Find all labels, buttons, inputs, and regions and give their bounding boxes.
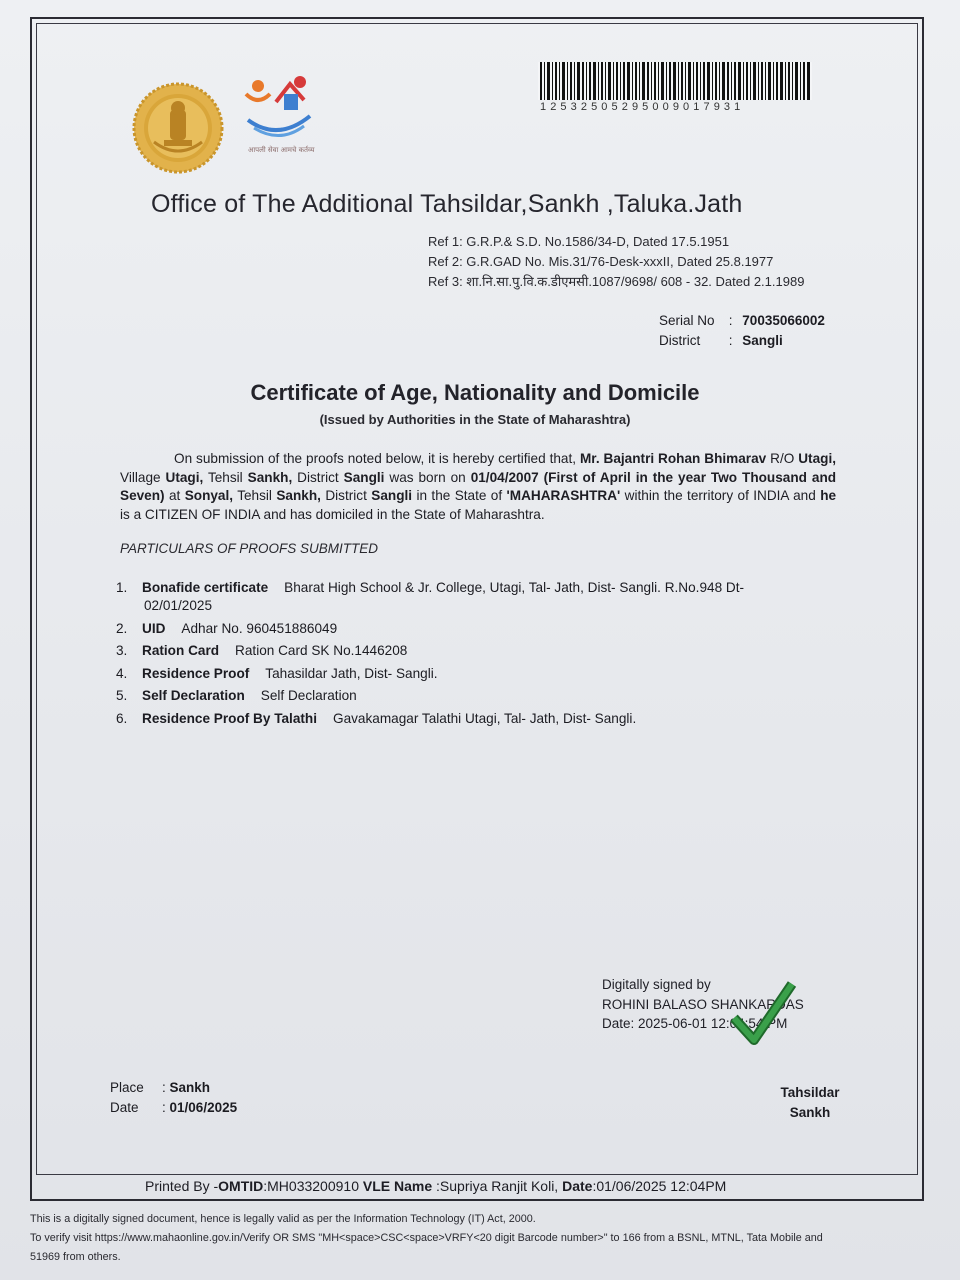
body-text: Tehsil <box>207 469 243 485</box>
body-text: is a CITIZEN OF INDIA and has domiciled in the State of Maharashtra. <box>120 506 545 522</box>
serial-label: Serial No <box>659 313 715 328</box>
place-value: Sankh <box>169 1080 211 1095</box>
serial-value: 70035066002 <box>742 313 825 328</box>
date-of-birth: 01/04/2007 (First of April in the year Two Thousand and Seven) <box>120 469 837 503</box>
signature-line-1: Digitally signed by <box>602 977 711 992</box>
barcode-icon <box>538 62 812 100</box>
place-sep: : <box>162 1080 166 1095</box>
vle-value: :Supriya Ranjit Koli, <box>436 1178 559 1194</box>
proof-number: 3. <box>116 643 128 658</box>
proof-value: Bharat High School & Jr. College, Utagi, Tal- Jath, Dist- Sangli. R.No.948 Dt- <box>284 580 745 595</box>
proof-value: Ration Card SK No.1446208 <box>235 643 408 658</box>
certificate-subtitle: (Issued by Authorities in the State of Maharashtra) <box>319 412 631 427</box>
proof-label: UID <box>142 620 166 636</box>
verified-check-icon <box>728 978 798 1048</box>
ref-2: Ref 2: G.R.GAD No. Mis.31/76-Desk-xxxII, Dated 25.8.1977 <box>428 254 774 269</box>
printed-date-label: Date <box>562 1178 593 1194</box>
vle-label: VLE Name <box>362 1178 433 1194</box>
place-label: Place <box>110 1080 144 1095</box>
proof-number: 4. <box>116 665 128 681</box>
proof-value: Adhar No. 960451886049 <box>181 620 338 636</box>
signer-name: ROHINI BALASO SHANKARDAS <box>602 996 804 1012</box>
body-text: Tehsil <box>237 488 272 503</box>
body-text: at <box>168 488 181 503</box>
place-field <box>110 1078 237 1098</box>
references <box>428 232 804 292</box>
footer-notes <box>30 1210 930 1267</box>
body-text: in the State of <box>416 488 503 503</box>
footer-line-3: 51969 from others. <box>30 1251 121 1263</box>
ref-3: Ref 3: शा.नि.सा.पु.वि.क.डीएमसी.1087/9698/ 608 - 32. Dated 2.1.1989 <box>428 274 805 289</box>
footer-line-1: This is a digitally signed document, hence is legally valid as per the Information Technology (IT) Act, 2000. <box>30 1213 536 1225</box>
authority-title: Tahsildar <box>780 1085 840 1100</box>
district-value: Sangli <box>742 333 783 348</box>
date-value: 01/06/2025 <box>169 1100 238 1115</box>
omtid-value: :MH033200910 <box>263 1178 359 1194</box>
proof-number: 1. <box>116 580 128 595</box>
body-text: On submission of the proofs noted below, it is hereby certified that, <box>174 451 577 466</box>
proof-value: Tahasildar Jath, Dist- Sangli. <box>265 665 438 681</box>
serial-sep: : <box>728 313 733 328</box>
omtid-label: OMTID <box>218 1178 264 1194</box>
birth-district: Sangli <box>371 488 413 503</box>
proof-label: Residence Proof By Talathi <box>142 710 317 726</box>
date-label: Date <box>110 1100 139 1115</box>
district-label: District <box>659 333 701 348</box>
proof-value-continued: 02/01/2025 <box>144 598 213 613</box>
district-sep: : <box>728 333 733 348</box>
body-text: Village <box>120 469 161 485</box>
pronoun: he <box>820 488 837 503</box>
printed-by-line <box>145 1178 726 1194</box>
authority-block <box>762 1083 858 1123</box>
resident-of: Utagi, <box>798 451 836 466</box>
body-text: R/O <box>770 451 795 466</box>
certification-paragraph <box>120 450 836 524</box>
proof-number: 2. <box>116 620 128 636</box>
proofs-list <box>116 579 816 732</box>
certificate-title: Certificate of Age, Nationality and Domicile <box>250 380 700 405</box>
proof-label: Residence Proof <box>142 665 250 681</box>
village: Utagi, <box>165 469 204 485</box>
date-sep: : <box>162 1100 166 1115</box>
body-text: was born on <box>389 469 466 485</box>
list-item <box>116 642 816 660</box>
place-date <box>110 1078 237 1118</box>
aaple-sarkar-logo-icon <box>240 72 318 168</box>
proof-number: 5. <box>116 688 128 703</box>
ref-1: Ref 1: G.R.P.& S.D. No.1586/34-D, Dated 17.5.1951 <box>428 234 730 249</box>
particulars-heading: PARTICULARS OF PROOFS SUBMITTED <box>120 541 379 556</box>
proof-label: Self Declaration <box>142 688 245 703</box>
maharashtra-emblem-icon <box>124 82 232 174</box>
district-field <box>659 333 783 348</box>
printed-date-value: :01/06/2025 12:04PM <box>592 1178 727 1194</box>
body-text: District <box>325 488 367 503</box>
body-text: District <box>297 469 339 485</box>
applicant-name: Mr. Bajantri Rohan Bhimarav <box>579 451 767 466</box>
office-heading: Office of The Additional Tahsildar,Sankh ,Taluka.Jath <box>151 190 743 218</box>
signature-date: Date: 2025-06-01 12:04:54 PM <box>602 1016 788 1031</box>
list-item <box>116 665 816 683</box>
authority-place: Sankh <box>789 1105 831 1120</box>
birthplace: Sonyal, <box>184 488 234 503</box>
proof-label: Ration Card <box>142 643 220 658</box>
state: 'MAHARASHTRA' <box>506 488 621 503</box>
proof-value: Gavakamagar Talathi Utagi, Tal- Jath, Dist- Sangli. <box>333 710 637 726</box>
logo-text: आपली सेवा आमचे कर्तव्य <box>248 146 315 154</box>
body-text: within the territory of INDIA and <box>624 488 816 503</box>
birth-tehsil: Sankh, <box>276 488 321 503</box>
list-item <box>116 620 816 638</box>
tehsil: Sankh, <box>247 469 293 485</box>
date-field <box>110 1098 237 1118</box>
barcode-number: 12532505295009017931 <box>540 101 745 113</box>
footer-line-2: To verify visit https://www.mahaonline.gov.in/Verify OR SMS "MH<space>CSC<space>VRFY<20 digit Barcode number>" to 166 from a BSNL, MTNL, Tata Mobile and <box>30 1232 823 1244</box>
proof-label: Bonafide certificate <box>142 580 269 595</box>
district: Sangli <box>343 469 385 485</box>
serial-number <box>659 313 825 328</box>
proof-number: 6. <box>116 710 128 726</box>
proof-value: Self Declaration <box>260 688 357 703</box>
list-item <box>116 687 816 705</box>
list-item <box>116 579 816 615</box>
printed-by-label: Printed By - <box>145 1178 219 1194</box>
list-item <box>116 710 816 728</box>
